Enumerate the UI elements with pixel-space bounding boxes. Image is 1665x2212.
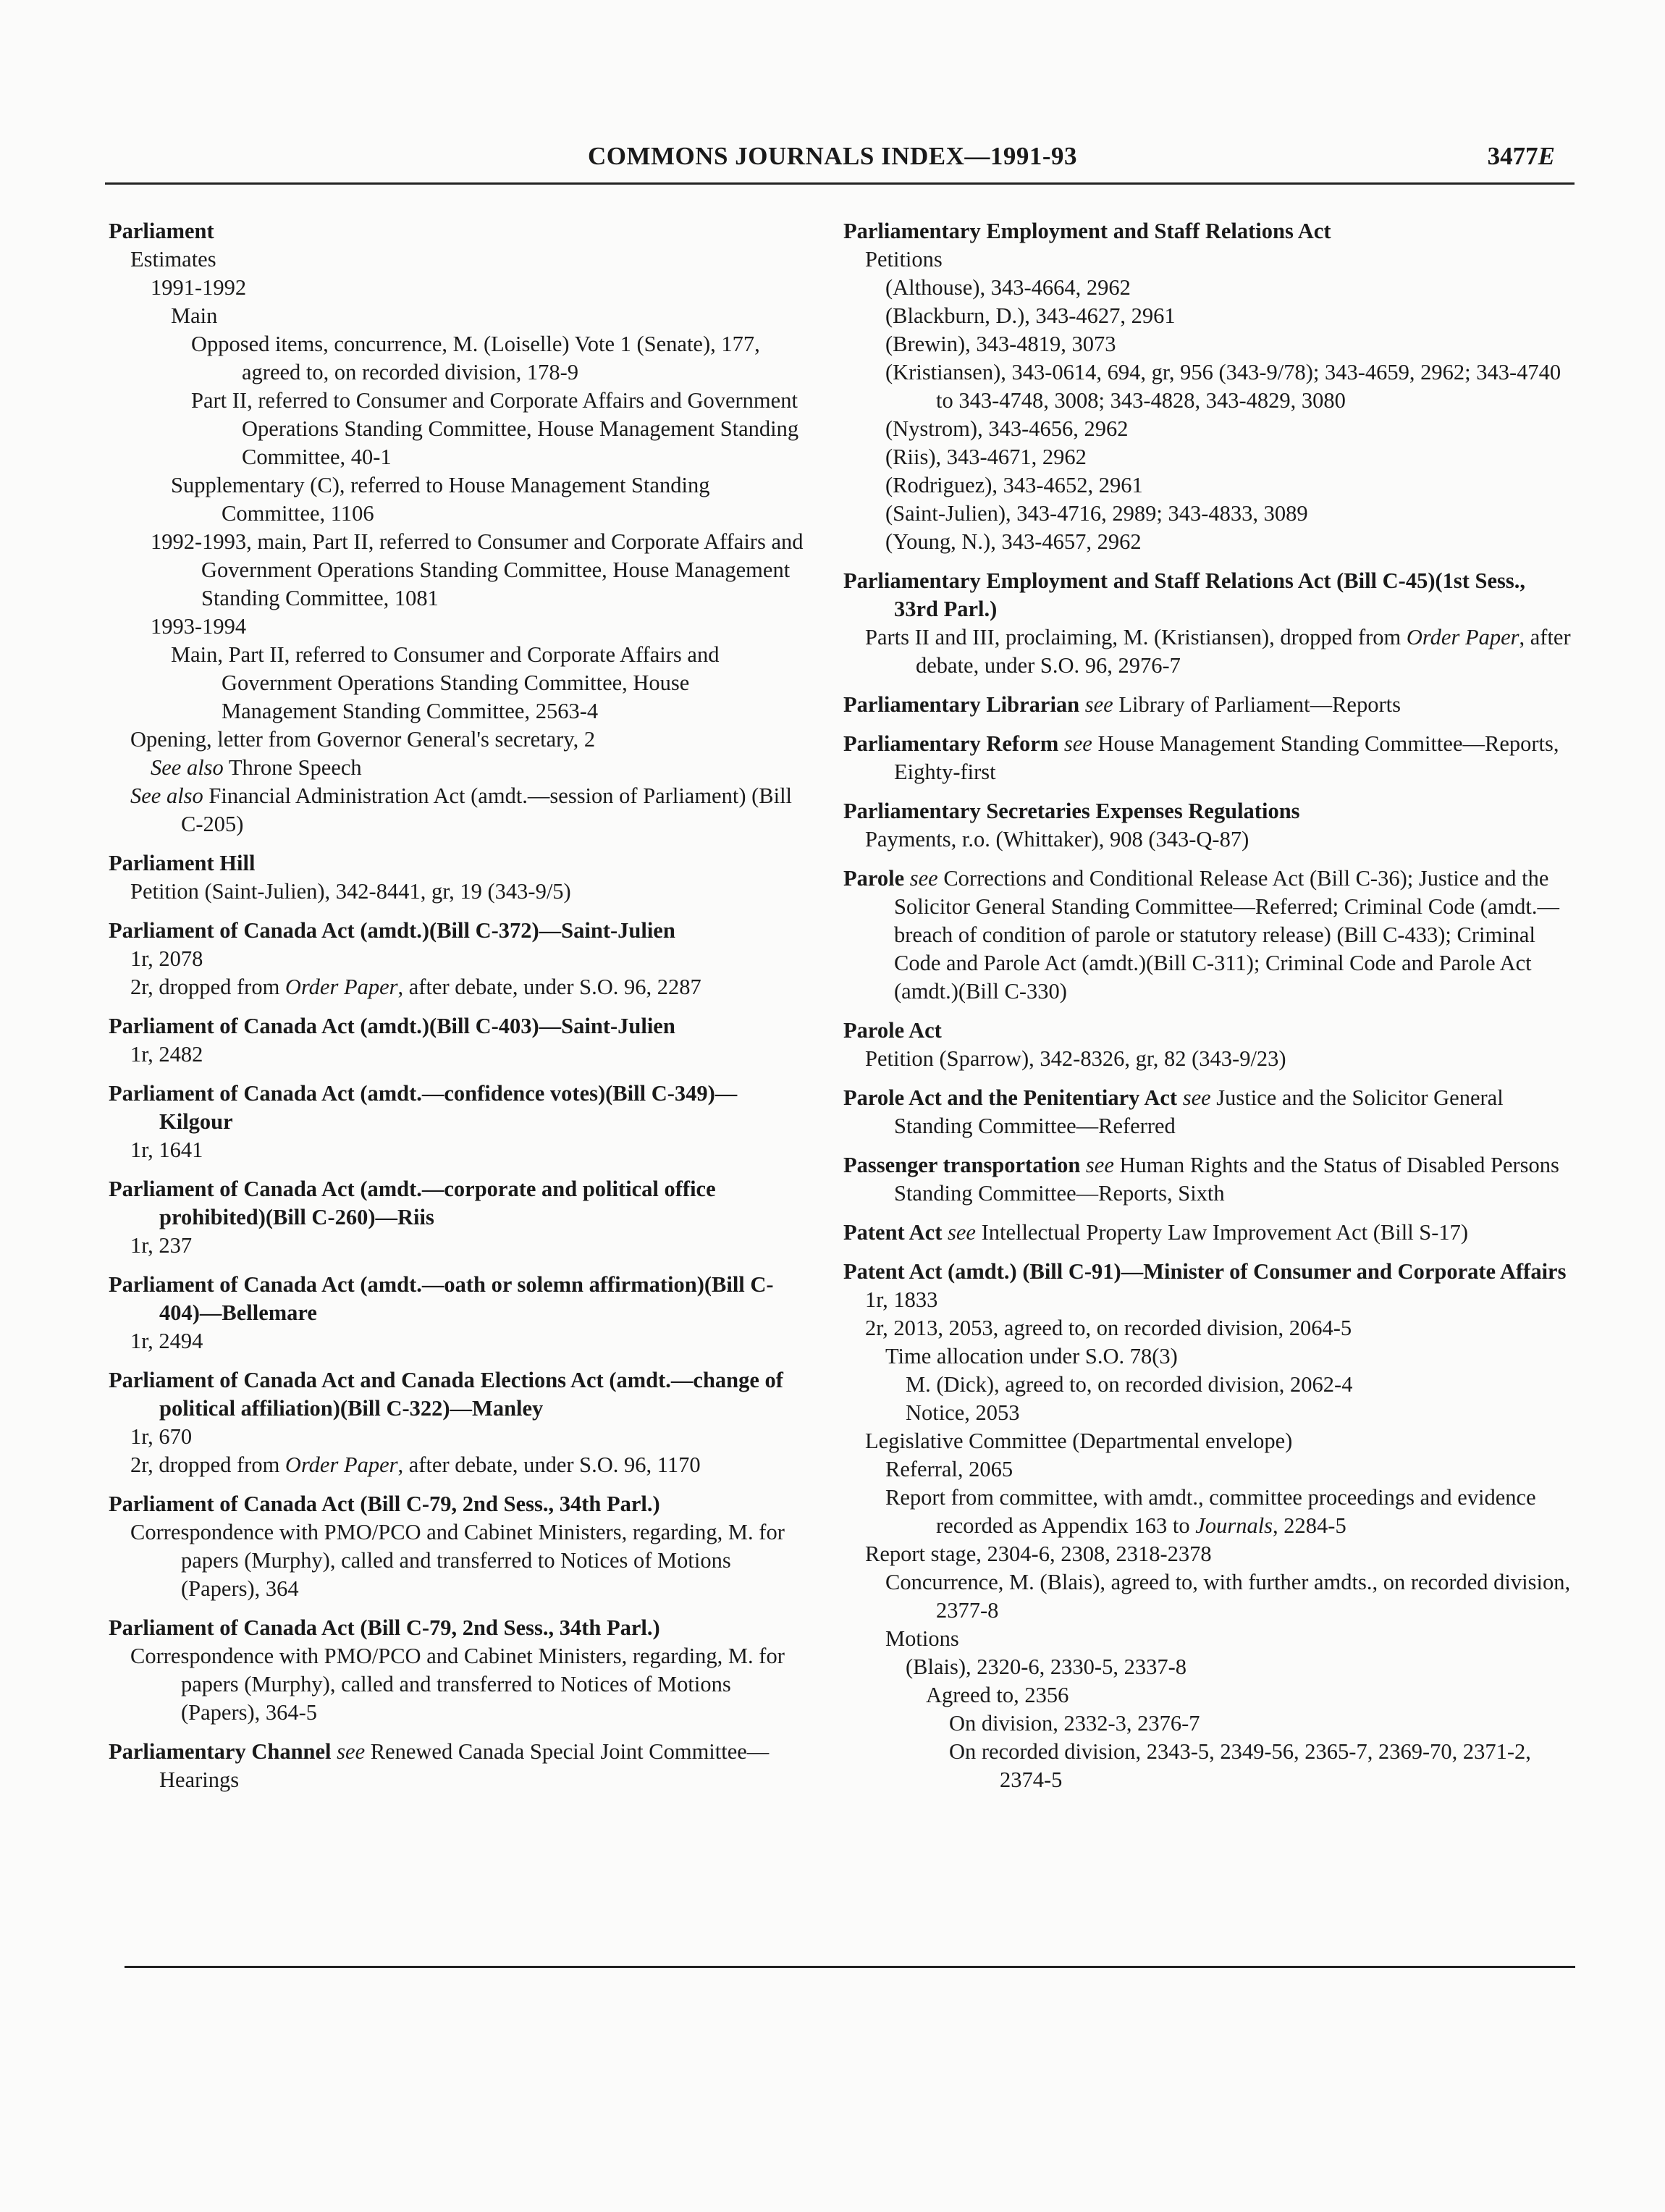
subentry: Correspondence with PMO/PCO and Cabinet Ministers, regarding, M. for papers (Murphy), called and transferred to Notices of Motions (Papers), 364 (130, 1520, 785, 1601)
subentry: 1r, 1833 (865, 1287, 938, 1312)
subentry: 1r, 2078 (130, 946, 203, 971)
index-entry (843, 1219, 1575, 1247)
index-entry (109, 1175, 804, 1260)
entry-heading: Parliament of Canada Act and Canada Elections Act (amdt.—change of political affiliation)(Bill C-322)—Manley (109, 1368, 783, 1421)
subentry: (Althouse), 343-4664, 2962 (885, 275, 1131, 300)
entry-heading: Parliament (109, 219, 214, 243)
entry-heading: Parliament of Canada Act (amdt.—confidence votes)(Bill C-349)—Kilgour (109, 1081, 738, 1134)
subentry: Estimates (130, 247, 216, 272)
entry-heading: Parliamentary Reform see House Management Standing Committee—Reports, Eighty-first (843, 731, 1559, 784)
subentry: 1993-1994 (151, 614, 247, 639)
subentry: Petition (Saint-Julien), 342-8441, gr, 19 (343-9/5) (130, 879, 571, 904)
subentry: 1992-1993, main, Part II, referred to Consumer and Corporate Affairs and Government Operations Standing Committee, House Management Standing Committee, 1081 (151, 529, 804, 610)
subentry: Agreed to, 2356 (926, 1683, 1069, 1707)
entry-heading: Parliamentary Employment and Staff Relations Act (Bill C-45)(1st Sess., 33rd Parl.) (843, 568, 1526, 621)
subentry: Referral, 2065 (885, 1457, 1013, 1481)
subentry: (Saint-Julien), 343-4716, 2989; 343-4833, 3089 (885, 501, 1308, 526)
index-entry (109, 1271, 804, 1355)
cross-reference: See also Financial Administration Act (amdt.—session of Parliament) (Bill C-205) (130, 783, 793, 836)
right-column (843, 217, 1575, 1805)
subentry: Correspondence with PMO/PCO and Cabinet Ministers, regarding, M. for papers (Murphy), called and transferred to Notices of Motions (Papers), 364-5 (130, 1644, 785, 1725)
subentry: Supplementary (C), referred to House Management Standing Committee, 1106 (171, 473, 710, 526)
subentry: Notice, 2053 (906, 1400, 1020, 1425)
index-entry (843, 865, 1575, 1006)
entry-heading: Parliament of Canada Act (amdt.)(Bill C-403)—Saint-Julien (109, 1014, 675, 1038)
index-entry (109, 849, 804, 906)
subentry: Concurrence, M. (Blais), agreed to, with further amdts., on recorded division, 2377-8 (885, 1570, 1571, 1623)
subentry: Part II, referred to Consumer and Corporate Affairs and Government Operations Standing Committee, House Management Standing Committee, 40-1 (191, 388, 799, 469)
subentry: (Riis), 343-4671, 2962 (885, 445, 1087, 469)
entry-heading: Parliamentary Employment and Staff Relations Act (843, 219, 1331, 243)
subentry: Report from committee, with amdt., committee proceedings and evidence recorded as Appendix 163 to Journals, 2284-5 (885, 1485, 1536, 1538)
subentry: Petition (Sparrow), 342-8326, gr, 82 (343-9/23) (865, 1046, 1286, 1071)
index-entry (843, 730, 1575, 786)
running-title: COMMONS JOURNALS INDEX—1991-93 (587, 142, 1078, 170)
subentry: 1r, 670 (130, 1424, 193, 1449)
entry-heading: Patent Act see Intellectual Property Law Improvement Act (Bill S-17) (843, 1220, 1469, 1245)
index-entry (109, 1614, 804, 1727)
header-rule (105, 182, 1575, 185)
subentry: Petitions (865, 247, 943, 272)
subentry: 2r, 2013, 2053, agreed to, on recorded division, 2064-5 (865, 1316, 1352, 1340)
index-entry (109, 1490, 804, 1603)
entry-heading: Parliament of Canada Act (amdt.—oath or solemn affirmation)(Bill C-404)—Bellemare (109, 1272, 774, 1325)
entry-heading: Passenger transportation see Human Rights and the Status of Disabled Persons Standing Committee—Reports, Sixth (843, 1153, 1559, 1206)
footer-rule (125, 1966, 1575, 1968)
entry-heading: Parole see Corrections and Conditional Release Act (Bill C-36); Justice and the Solicitor General Standing Committee—Referred; Criminal Code (amdt.—breach of condition of parole or statutory release) (Bill C-433); Criminal Code and Parole Act (amdt.)(Bill C-311); Criminal Code and Parole Act (amdt.)(Bill C-330) (843, 866, 1560, 1004)
subentry: On recorded division, 2343-5, 2349-56, 2365-7, 2369-70, 2371-2, 2374-5 (949, 1739, 1531, 1792)
index-entry (843, 1258, 1575, 1794)
subentry: (Blais), 2320-6, 2330-5, 2337-8 (906, 1654, 1186, 1679)
subentry: On division, 2332-3, 2376-7 (949, 1711, 1200, 1736)
entry-heading: Parliament of Canada Act (amdt.)(Bill C-372)—Saint-Julien (109, 918, 675, 943)
cross-reference: See also Throne Speech (151, 755, 362, 780)
subentry: 1r, 2482 (130, 1042, 203, 1067)
index-entry (109, 1012, 804, 1069)
page-header (0, 142, 1665, 178)
subentry: 2r, dropped from Order Paper, after debate, under S.O. 96, 1170 (130, 1452, 701, 1477)
subentry: Time allocation under S.O. 78(3) (885, 1344, 1178, 1368)
subentry: Motions (885, 1626, 959, 1651)
entry-heading: Parliamentary Secretaries Expenses Regulations (843, 799, 1300, 823)
subentry: 2r, dropped from Order Paper, after debate, under S.O. 96, 2287 (130, 975, 701, 999)
subentry: (Kristiansen), 343-0614, 694, gr, 956 (343-9/78); 343-4659, 2962; 343-4740 to 343-4748, 3008; 343-4828, 343-4829, 3080 (885, 360, 1561, 413)
index-entry (109, 217, 804, 838)
subentry: 1991-1992 (151, 275, 247, 300)
entry-heading: Parole Act (843, 1018, 942, 1043)
entry-heading: Parliament of Canada Act (amdt.—corporate and political office prohibited)(Bill C-260)—Riis (109, 1177, 716, 1229)
index-entry (109, 1738, 804, 1794)
index-entry (843, 1084, 1575, 1140)
index-entry (843, 797, 1575, 854)
subentry: Opening, letter from Governor General's secretary, 2 (130, 727, 596, 752)
subentry: Legislative Committee (Departmental envelope) (865, 1429, 1293, 1453)
subentry: Main (171, 303, 218, 328)
subentry: (Brewin), 343-4819, 3073 (885, 332, 1116, 356)
page-number: 3477E (1487, 142, 1555, 170)
subentry: Report stage, 2304-6, 2308, 2318-2378 (865, 1542, 1212, 1566)
subentry: M. (Dick), agreed to, on recorded division, 2062-4 (906, 1372, 1353, 1397)
subentry: (Nystrom), 343-4656, 2962 (885, 416, 1129, 441)
entry-heading: Parliamentary Librarian see Library of Parliament—Reports (843, 692, 1401, 717)
entry-heading: Parole Act and the Penitentiary Act see Justice and the Solicitor General Standing Committee—Referred (843, 1085, 1504, 1138)
index-entry (843, 567, 1575, 680)
subentry: 1r, 1641 (130, 1137, 203, 1162)
entry-heading: Parliament Hill (109, 851, 256, 875)
subentry: Parts II and III, proclaiming, M. (Kristiansen), dropped from Order Paper, after debate, under S.O. 96, 2976-7 (865, 625, 1571, 678)
entry-heading: Parliament of Canada Act (Bill C-79, 2nd Sess., 34th Parl.) (109, 1615, 660, 1640)
subentry: (Young, N.), 343-4657, 2962 (885, 529, 1142, 554)
entry-heading: Parliamentary Channel see Renewed Canada Special Joint Committee—Hearings (109, 1739, 770, 1792)
index-entry (843, 1151, 1575, 1208)
index-entry (843, 1017, 1575, 1073)
subentry: (Blackburn, D.), 343-4627, 2961 (885, 303, 1176, 328)
subentry: (Rodriguez), 343-4652, 2961 (885, 473, 1143, 497)
subentry: Payments, r.o. (Whittaker), 908 (343-Q-87) (865, 827, 1249, 851)
subentry: Main, Part II, referred to Consumer and Corporate Affairs and Government Operations Standing Committee, House Management Standing Committee, 2563-4 (171, 642, 720, 723)
subentry: 1r, 237 (130, 1233, 193, 1258)
index-entry (109, 1366, 804, 1479)
entry-heading: Patent Act (amdt.) (Bill C-91)—Minister of Consumer and Corporate Affairs (843, 1259, 1567, 1284)
index-entry (843, 217, 1575, 556)
entry-heading: Parliament of Canada Act (Bill C-79, 2nd Sess., 34th Parl.) (109, 1492, 660, 1516)
index-entry (843, 691, 1575, 719)
left-column (109, 217, 804, 1805)
index-entry (109, 917, 804, 1001)
subentry: Opposed items, concurrence, M. (Loiselle) Vote 1 (Senate), 177, agreed to, on recorded division, 178-9 (191, 332, 760, 384)
index-entry (109, 1080, 804, 1164)
subentry: 1r, 2494 (130, 1329, 203, 1353)
